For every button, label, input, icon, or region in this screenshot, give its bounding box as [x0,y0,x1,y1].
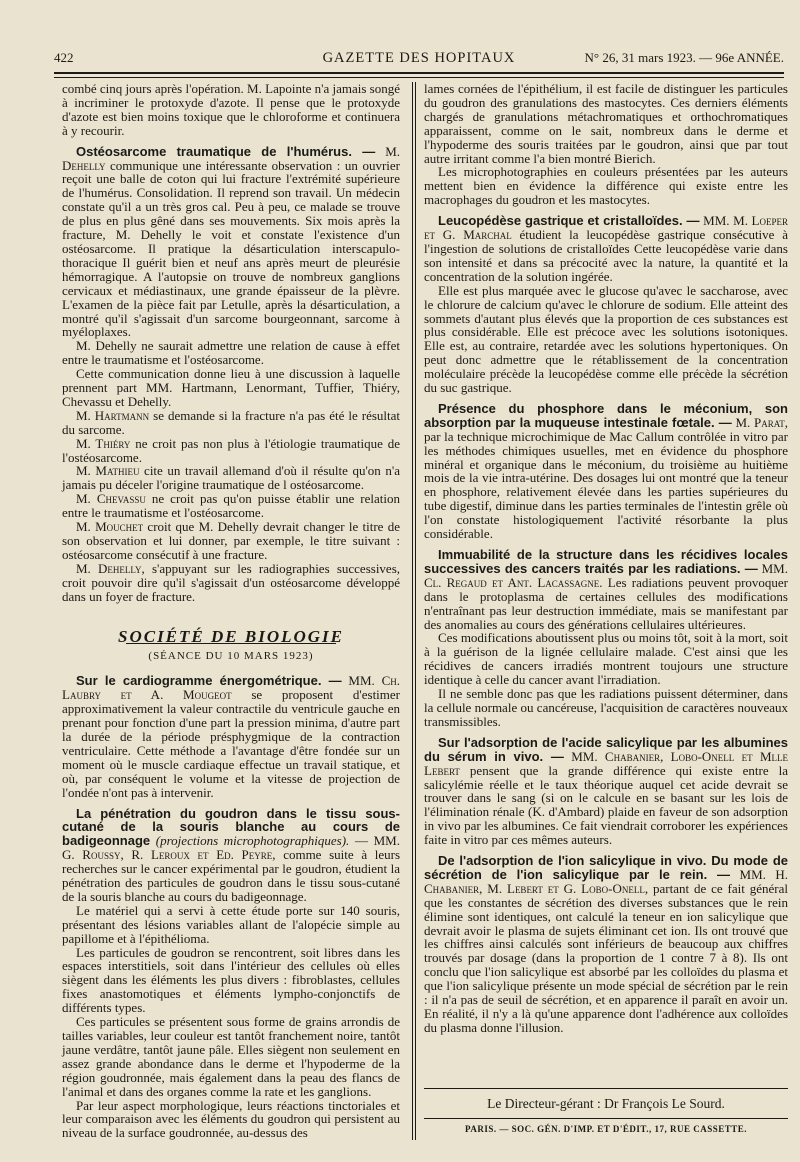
author: M. Dehelly [62,143,401,173]
paragraph [62,437,400,465]
paragraph: Le matériel qui a servi à cette étude porte sur 140 souris, présentant des lésions variables allant de l'alopécie simple au papillome et à l'épithélioma. [62,902,400,946]
header-rule-thin [54,77,784,78]
director-line: Le Directeur-gérant : Dr François Le Sourd. [487,1096,725,1111]
speaker-text: ne croit pas non plus à l'étiologie traumatique de l'ostéosarcome. [62,435,401,465]
speaker-text: se demande si la fracture n'a pas été le résultat du sarcome. [62,407,401,437]
speaker-name: M. Hartmann [76,407,150,423]
speaker-name: M. Mouchet [76,519,144,535]
column-rule [415,82,416,1140]
author: MM. Cl. Regaud et Ant. Lacassagne. [424,560,788,590]
right-column [424,82,788,1035]
article-heading: Sur l'adsorption de l'acide salicylique par les albumines du sérum in vivo. — [424,734,788,764]
speaker-name: M. Thiéry [76,435,131,451]
author: MM. H. Chabanier, M. Lebert et G. Lobo-Onell, [424,866,788,896]
section-title: SOCIÉTÉ DE BIOLOGIE [118,626,344,646]
paragraph: M. Dehelly ne saurait admettre une relation de cause à effet entre le traumatisme et l'ostéosarcome. [62,338,400,368]
article-goudron [62,807,400,904]
paragraph [62,562,400,604]
article-heading: Immuabilité de la structure dans les récidives locales successives des cancers traités par les radiations. — [424,547,788,576]
paragraph-text: se proposent d'estimer approximativement la valeur contractile du ventricule gauche en prenant pour fonction d'une part la pression minima, d'autre part la durée de la période présphygmique de la contraction ventriculaire. Cette méthode a l'avantage d'être fondée sur un moment où le muscle cardiaque effectue un travail statique, et où, par conséquent le volume et la vitesse de projection de l'ondée n'ont pas à intervenir. [62,687,401,800]
article-immuabilite [424,548,788,631]
footer-rule [424,1118,788,1119]
session-date: (SÉANCE DU 10 MARS 1923) [148,650,314,663]
speaker-text: croit que M. Dehelly devrait changer le titre de son observation et lui donner, par exemple, le titre suivant : ostéosarcome consécutif à une fracture. [62,519,400,562]
paragraph [62,492,400,520]
footer-rule [424,1088,788,1089]
article-cardiogramme [62,674,400,799]
speaker-name: M. Mathieu [76,463,140,479]
paragraph: Par leur aspect morphologique, leurs réactions tinctoriales et leur comparaison avec les éléments du goudron qui persistent au niveau de la surface goudronnée, au-dessus des [62,1097,400,1141]
paragraph [62,409,400,437]
journal-title: GAZETTE DES HOPITAUX [322,50,516,66]
article-heading: Ostéosarcome traumatique de l'humérus. — [76,143,376,159]
paragraph: Ces particules se présentent sous forme de grains arrondis de tailles variables, leur couleur est tantôt franchement noire, tantôt jaune verdâtre, tantôt jaune pâle. Elles siègent non seulement en assez grande abondance dans le derme et l'hypoderme de la région goudronnée, mais également dans la peau des flancs de l'animal et dans des organes comme la rate et les ganglions. [62,1014,400,1099]
article-heading: La pénétration du goudron dans le tissu sous-cutané de la souris blanche au cours de badigeonnage [62,805,400,849]
paragraph: Ces modifications aboutissent plus ou moins tôt, soit à la mort, soit à la guérison de la lignée cellulaire malade. C'est ainsi que les récidives de cancers irradiés montrent toujours une structure identique à celle du cancer avant l'irradiation. [424,630,788,688]
paragraph-text: pensent que la grande différence qui existe entre la salicylémie réelle et le taux théorique auquel cet acide devrait se trouver dans le sang (si on le calcule en se basant sur les lois de l'élimination rénale (K. d'Ambard) plaide en faveur de son adsorption in vivo par les albumines. Ce fait viendrait corroborer les expériences faite in vitro par ces mêmes auteurs. [424,762,788,848]
article-leucopedese [424,214,788,284]
paragraph [62,520,400,562]
article-heading: De l'adsorption de l'ion salicylique in vivo. Du mode de sécrétion de l'ion salicylique par le rein. — [424,853,788,882]
paragraph: lames cornées de l'épithélium, il est facile de distinguer les particules du goudron des granulations des mastocytes. Ces derniers éléments chargés de granulations métachromatiques et orthochromatiques apparaissent, comme on le sait, nombreux dans le derme et l'hypoderme des souris traitées par le goudron, ainsi que par tout autre irritant comme l'a bien montré Bierich. [424,81,788,166]
speaker-text: cite un travail allemand d'où il résulte qu'on n'a jamais pu déceler l'origine traumatique de l ostéosarcome. [62,463,400,493]
article-ion-salicylique [424,854,788,1035]
column-rule [412,82,413,1140]
speaker-text: ne croit pas qu'on puisse établir une relation entre le traumatisme et l'ostéosarcome. [62,491,401,521]
article-heading: Leucopédèse gastrique et cristalloïdes. — [438,213,700,229]
paragraph-text: partant de ce fait général que les constantes de sécrétion des diverses substances que le rein élimine sont identiques, ont calculé la teneur en ion salicylique que devrait avoir le plasma de sujets éliminant cet ion. Ils ont trouvé que les chiffres ainsi calculés sont inférieurs de beaucoup aux chiffres trouvés par dosage (dans la proportion de 1 contre 7 à 8). Ils ont conclu que l'ion salicylique est absorbé par les colloïdes du plasma et que l'ion salicylique présente un mode spécial de sécrétion par le rein : il n'a pas de seuil de sécrétion, et en apparence il paraît en avoir un. En réalité, il n'y a là qu'une apparence dont l'adhérence aux colloïdes du plasma donne l'illusion. [424,880,788,1035]
speaker-text: s'appuyant sur les radiographies successives, croit pouvoir dire qu'il s'agissait d'un ostéosarcome développé dans un foyer de fracture. [62,560,401,604]
paragraph: Il ne semble donc pas que les radiations puissent déterminer, dans la cellule normale ou cancéreuse, l'acquisition de caractères nouveaux transmissibles. [424,686,788,729]
article-phosphore [424,402,788,541]
printer-imprint: PARIS. — SOC. GÉN. D'IMP. ET D'ÉDIT., 17, RUE CASSETTE. [465,1124,747,1134]
author: — MM. G. Roussy, R. Leroux et Ed. Peyre, [62,833,400,863]
speaker-name: M. Dehelly, [76,560,145,576]
article-osteosarcome [62,145,400,340]
paragraph: combé cinq jours après l'opération. M. Lapointe n'a jamais songé à incriminer le protoxyde d'azote. Il pense que le protoxyde d'azote est bien moins toxique que le chloroforme et continuera à y recourir. [62,81,400,138]
author: M. Parat, [735,414,788,430]
issue-info: N° 26, 31 mars 1923. — 96e ANNÉE. [584,50,784,65]
paragraph: Cette communication donne lieu à une discussion à laquelle prennent part MM. Hartmann, Lenormant, Tuffier, Thiéry, Chevassu et Dehelly. [62,366,400,409]
paragraph-text: par la technique microchimique de Mac Callum contrôlée in vitro par les méthodes chimiques usuelles, met en évidence du phosphore minéral et organique dans le méconium, du troisième au huitième mois de la vie intra-utérine. Des dosages lui ont montré que la teneur en phosphore, relativement élevée dans les parties supérieures du tube digestif, diminue dans les parties terminales de l'intestin grêle où l'on constate histologiquement l'activité résorbante la plus considérable. [424,428,788,542]
paragraph-text: Les radiations peuvent provoquer dans le protoplasma de certaines cellules des modifications n'entraînant pas leur destruction immédiate, mais se manifestant par des anomalies au cours des générations cellulaires ultérieures. [424,574,789,632]
paragraph-text: comme suite à leurs recherches sur le cancer expérimental par le goudron, étudient la pénétration des particules de goudron dans le tissu sous-cutané de la souris blanche au cours du badigeonnage. [62,847,401,904]
page-header [54,44,784,74]
article-adsorption [424,736,788,847]
article-heading: Présence du phosphore dans le méconium, son absorption par la muqueuse intestinale fœtale. — [424,400,788,430]
article-heading: Sur le cardiogramme énergométrique. — [76,673,342,689]
author: MM. M. Loeper et G. Marchal [424,213,789,243]
header-rule-thick [54,72,784,74]
paragraph [62,464,400,492]
heading-italic: (projections microphotographiques). [155,833,350,849]
paragraph-text: communique une intéressante observation : un ouvrier reçoit une balle de coton qui lui fracture l'extrémité supérieure de l'humérus. Consolidation. Il reprend son travail. Un médecin constate qu'il a un très gros cal. Peu à peu, ce malade se trouve de plus en plus gêné dans ses mouvements. Six mois après la fracture, M. Dehelly le voit et constate l'existence d'un ostéosarcome. Il pratique la désarticulation interscapulo-thoracique Il guérit bien et neuf ans après meurt de pleurésie hémorragique. A l'autopsie on trouve de nombreux ganglions cervicaux et médiastinaux, une grande épaisseur de la plèvre. L'examen de la pièce fait par Letulle, après la désarticulation, a montré qu'il s'agissait d'un sarcome bourgeonnant, sarcome à myéloplaxes. [62,157,401,340]
paragraph: Les particules de goudron se rencontrent, soit libres dans les espaces interstitiels, soit dans l'intérieur des cellules où elles siègent dans les éléments les plus divers : fibroblastes, cellules fixes anastomotiques et éléments lympho-conjonctifs de différents types. [62,944,400,1016]
left-column [62,82,400,1140]
speaker-name: M. Chevassu [76,491,146,507]
paragraph: Les microphotographies en couleurs présentées par les auteurs mettent bien en évidence la différence qui existe entre les macrophages du goudron et les mastocytes. [424,164,788,208]
page-number: 422 [54,50,74,65]
author: MM. Chabanier, Lobo-Onell et Mlle Lebert [424,748,789,778]
paragraph: Elle est plus marquée avec le glucose qu'avec le saccharose, avec le chlorure de calcium qu'avec le chlorure de sodium. Elle atteint des sommets d'autant plus élevés que la proportion de ces substances est plus considérable. Elle est précoce avec les solutions isotoniques. Elle est, au contraire, retardée avec les solutions hypertoniques. On peut donc admettre que le rétablissement de la concentration moléculaire précède la leucopédèse comme elle précède la sécrétion du suc gastrique. [424,282,788,396]
author: MM. Ch. Laubry et A. Mougeot [62,673,401,703]
paragraph-text: étudient la leucopédèse gastrique consécutive à l'ingestion de solutions de cristalloïdes Cette leucopédèse varie dans son intensité et dans sa précocité avec la nature, la quantité et la concentration de la solution ingérée. [424,227,788,284]
